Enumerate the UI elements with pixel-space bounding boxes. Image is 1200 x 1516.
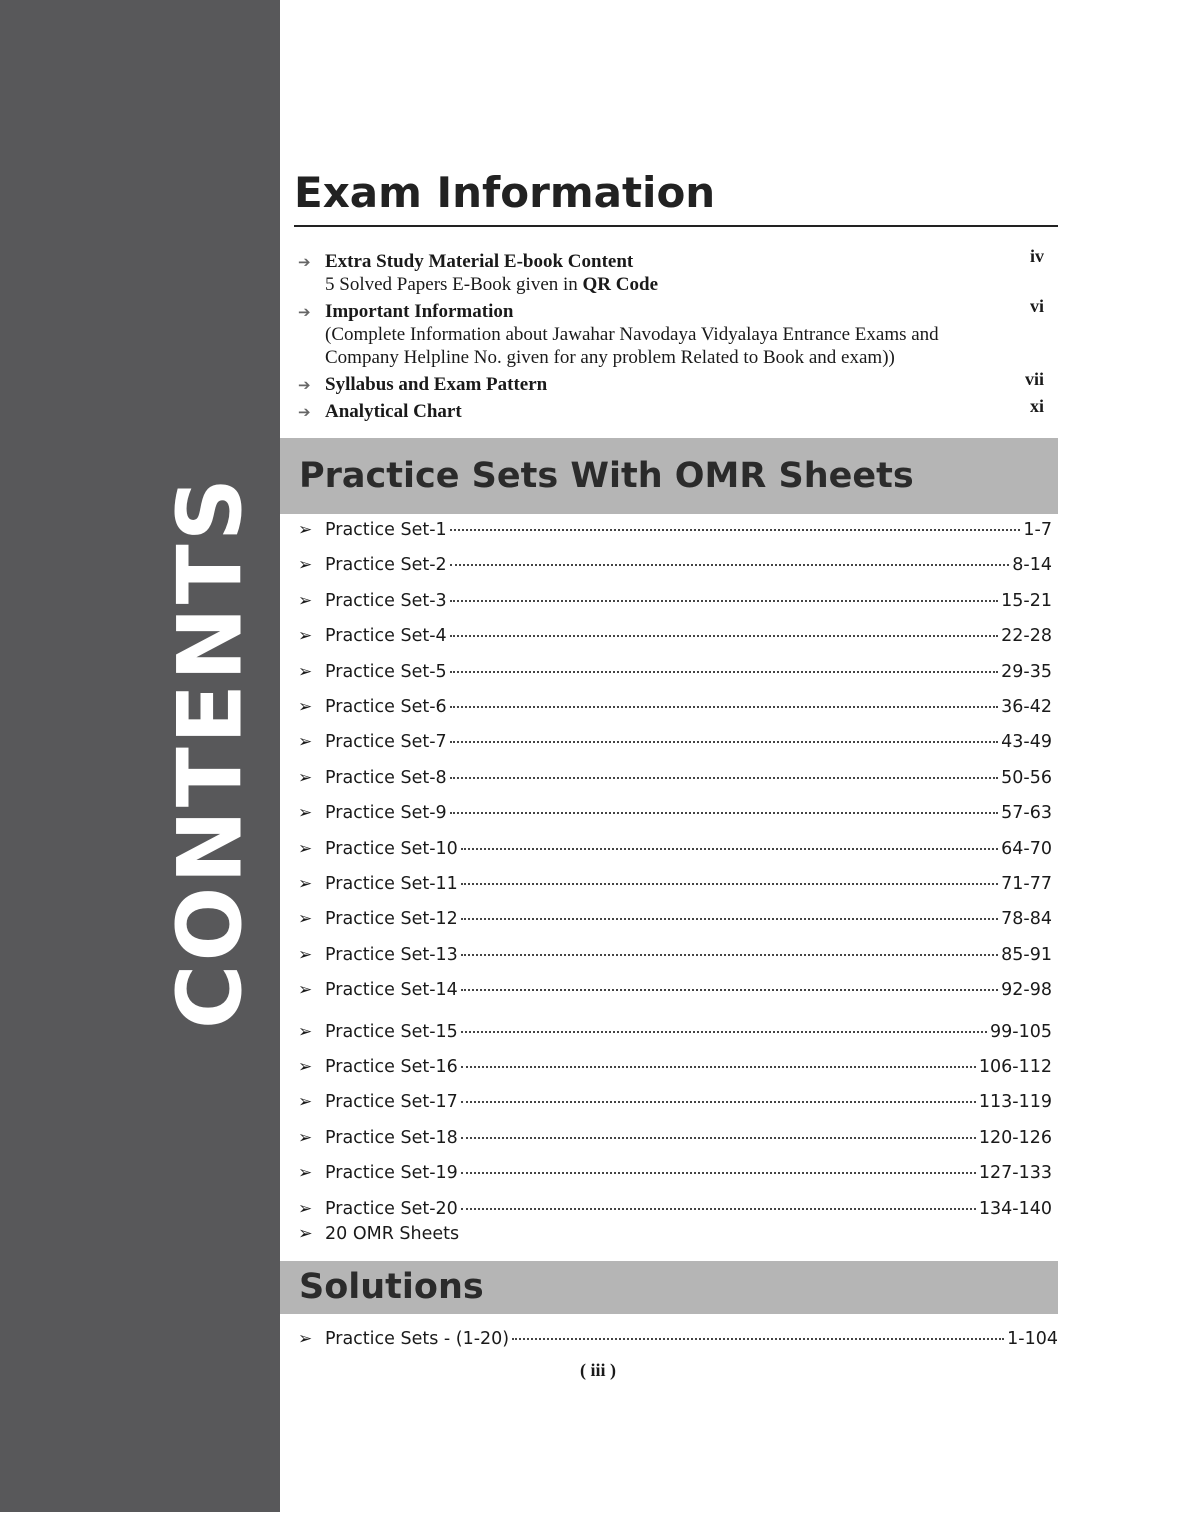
arrow-right-icon: ➔ [298,303,311,321]
practice-sets-title: Practice Sets With OMR Sheets [299,456,914,496]
toc-entry-name: Practice Set-1 [325,520,447,540]
toc-entry-name: Practice Set-10 [325,838,458,859]
chevron-icon: ➢ [298,980,313,1001]
dot-leader [450,706,998,708]
practice-set-row [298,768,1052,792]
dot-leader [450,635,998,637]
toc-entry-pages: 120-126 [978,1127,1052,1148]
practice-set-row [298,945,1052,969]
toc-entry-pages: 127-133 [978,1163,1052,1184]
toc-entry-pages: 92-98 [1001,980,1052,1001]
exam-info-item [280,296,1058,369]
chevron-icon: ➢ [298,520,313,540]
toc-entry-name: Practice Set-5 [325,661,447,682]
exam-info-heading: Syllabus and Exam Pattern [325,374,548,395]
chevron-icon: ➢ [298,909,313,930]
arrow-right-icon: ➔ [298,253,311,271]
exam-info-subtext-bold: QR Code [582,274,659,295]
exam-info-page: xi [1029,396,1044,416]
chevron-icon: ➢ [298,1329,313,1349]
exam-info-item [280,369,1058,396]
toc-entry-name: Practice Set-13 [325,944,458,965]
exam-info-item [280,246,1058,296]
chevron-icon: ➢ [298,661,313,682]
arrow-right-icon: ➔ [298,376,311,394]
dot-leader [450,777,998,779]
toc-entry-name: Practice Set-4 [325,626,447,647]
chevron-icon: ➢ [298,626,313,647]
exam-information-list [280,246,1058,423]
dot-leader [450,741,998,743]
toc-entry-name: Practice Set-18 [325,1127,458,1148]
toc-entry-name: Practice Set-19 [325,1163,458,1184]
chevron-icon: ➢ [298,767,313,788]
chevron-icon: ➢ [298,555,313,576]
toc-entry-pages: 64-70 [1001,838,1052,859]
toc-entry-pages: 57-63 [1001,803,1052,824]
chevron-icon: ➢ [298,1163,313,1184]
sidebar-band [0,0,280,1512]
chevron-icon: ➢ [298,1127,313,1148]
toc-entry-pages: 85-91 [1001,944,1052,965]
arrow-right-icon: ➔ [298,403,311,421]
practice-sets-header [280,438,1058,514]
practice-set-row [298,697,1052,721]
practice-set-row [298,874,1052,898]
practice-set-row [298,839,1052,863]
chevron-icon: ➢ [298,1092,313,1113]
toc-entry-pages: 29-35 [1001,661,1052,682]
practice-set-row [298,1022,1052,1046]
dot-leader [461,848,998,850]
chevron-icon: ➢ [298,803,313,824]
solutions-row [298,1329,1058,1353]
chevron-icon: ➢ [298,1021,313,1042]
exam-info-page: iv [1029,246,1044,266]
toc-entry-pages: 1-104 [1007,1329,1058,1349]
chevron-icon: ➢ [298,944,313,965]
practice-set-row [298,803,1052,827]
exam-info-subtext: (Complete Information about Jawahar Navodaya Vidyalaya Entrance Exams and [325,324,939,345]
toc-entry-pages: 50-56 [1001,767,1052,788]
practice-set-row [298,520,1052,544]
toc-entry-pages: 43-49 [1001,732,1052,753]
chevron-icon: ➢ [298,732,313,753]
exam-information-heading: Exam Information [294,168,716,217]
exam-info-subtext: 5 Solved Papers E-Book given in QR Code [325,274,659,295]
practice-set-row [298,555,1052,579]
practice-set-row [298,1057,1052,1081]
practice-set-row [298,732,1052,756]
toc-entry-name: Practice Set-6 [325,697,447,717]
omr-sheets-label: 20 OMR Sheets [325,1224,460,1244]
toc-entry-name: Practice Set-17 [325,1092,458,1113]
toc-entry-name: Practice Set-15 [325,1021,458,1042]
toc-entry-pages: 22-28 [1001,626,1052,647]
exam-info-heading: Analytical Chart [325,401,462,422]
solutions-title: Solutions [299,1267,484,1307]
toc-entry-pages: 71-77 [1001,874,1052,894]
toc-entry-name: Practice Set-9 [325,803,447,824]
dot-leader [461,989,998,991]
practice-set-row [298,1163,1052,1187]
chevron-icon: ➢ [298,590,313,611]
chevron-icon: ➢ [298,838,313,859]
dot-leader [461,1172,976,1174]
toc-entry-name: Practice Set-16 [325,1057,458,1077]
toc-entry-name: Practice Set-2 [325,555,447,576]
toc-entry-name: Practice Set-12 [325,909,458,930]
chevron-icon: ➢ [298,1198,313,1219]
toc-entry-name: Practice Sets - (1-20) [325,1329,510,1349]
heading-rule-gap [280,227,730,231]
chevron-icon: ➢ [298,1224,313,1244]
toc-entry-pages: 106-112 [978,1057,1052,1077]
dot-leader [461,954,998,956]
exam-info-item [280,396,1058,423]
dot-leader [461,1031,987,1033]
toc-entry-name: Practice Set-3 [325,590,447,611]
dot-leader [450,600,998,602]
exam-info-page: vi [1029,296,1044,316]
practice-set-row [298,1128,1052,1152]
practice-set-row [298,662,1052,686]
toc-entry-pages: 36-42 [1001,697,1052,717]
dot-leader [461,1101,976,1103]
practice-set-row [298,1092,1052,1116]
dot-leader [450,529,1021,531]
dot-leader [450,812,998,814]
dot-leader [461,883,998,885]
toc-entry-name: Practice Set-7 [325,732,447,753]
chevron-icon: ➢ [298,697,313,717]
chevron-icon: ➢ [298,1057,313,1077]
dot-leader [512,1338,1004,1340]
page-number: ( iii ) [580,1360,616,1380]
toc-entry-pages: 15-21 [1001,590,1052,611]
dot-leader [461,1066,976,1068]
toc-entry-name: Practice Set-14 [325,980,458,1001]
exam-info-subtext: Company Helpline No. given for any problem Related to Book and exam)) [325,347,895,368]
practice-set-row [298,980,1052,1004]
toc-entry-pages: 1-7 [1023,520,1052,540]
exam-info-heading: Extra Study Material E-book Content [325,251,634,272]
toc-entry-pages: 8-14 [1012,555,1052,576]
toc-entry-pages: 78-84 [1001,909,1052,930]
toc-entry-name: Practice Set-11 [325,874,458,894]
toc-entry-pages: 99-105 [990,1021,1052,1042]
dot-leader [450,564,1010,566]
contents-vertical-title: CONTENTS [158,474,262,1030]
dot-leader [450,671,998,673]
practice-set-row [298,1199,1052,1223]
chevron-icon: ➢ [298,874,313,894]
practice-set-row [298,591,1052,615]
dot-leader [461,1208,976,1210]
toc-entry-name: Practice Set-8 [325,767,447,788]
dot-leader [461,1137,976,1139]
dot-leader [461,918,998,920]
exam-info-heading: Important Information [325,301,514,322]
practice-set-row [298,909,1052,933]
toc-entry-pages: 134-140 [978,1198,1052,1219]
toc-entry-pages: 113-119 [978,1092,1052,1113]
practice-set-row [298,626,1052,650]
toc-entry-name: Practice Set-20 [325,1198,458,1219]
solutions-header [280,1261,1058,1314]
exam-info-page: vii [1024,369,1044,389]
omr-sheets-item [298,1224,459,1244]
